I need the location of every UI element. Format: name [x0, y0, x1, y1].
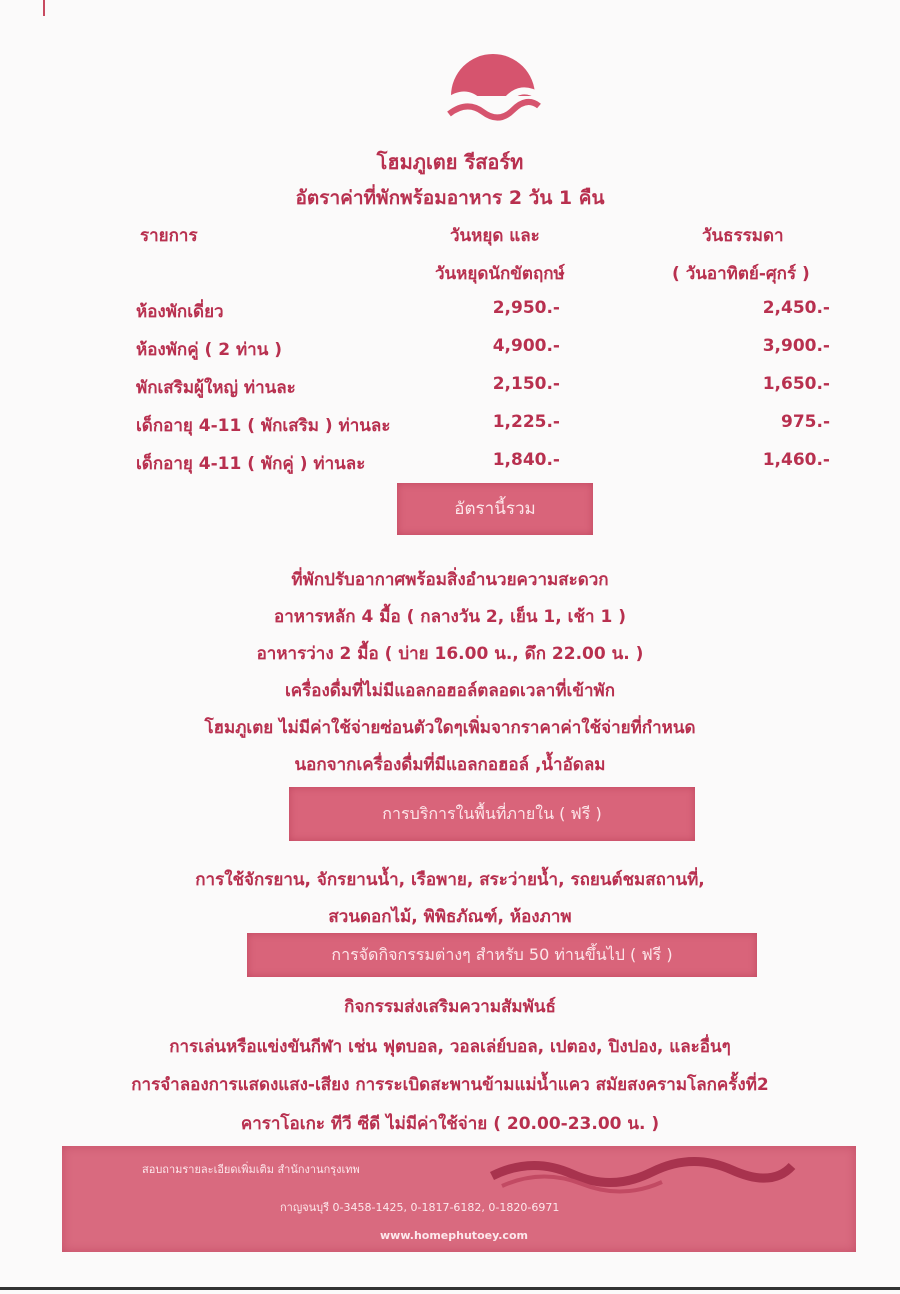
table-row	[0, 412, 900, 442]
column-header-holiday: วันหยุด และ	[450, 226, 540, 246]
included-line: อาหารว่าง 2 มื้อ ( บ่าย 16.00 น., ดึก 22.00 น. )	[256, 644, 644, 664]
row-weekday-price: 1,650.-	[762, 374, 830, 394]
row-holiday-price: 2,950.-	[492, 298, 560, 318]
footer-website[interactable]: www.homephutoey.com	[380, 1229, 528, 1242]
row-item: ห้องพักเดี่ยว	[136, 302, 224, 322]
row-holiday-price: 2,150.-	[492, 374, 560, 394]
activities-line: คาราโอเกะ ทีวี ซีดี ไม่มีค่าใช้จ่าย ( 20.00-23.00 น. )	[240, 1114, 660, 1134]
swoosh-decoration-icon	[482, 1148, 802, 1198]
included-line: เครื่องดื่มที่ไม่มีแอลกอฮอล์ตลอดเวลาที่เข้าพัก	[284, 681, 616, 701]
edge-mark	[43, 0, 45, 16]
column-header-weekday: วันธรรมดา	[702, 226, 784, 246]
services-banner: การบริการในพื้นที่ภายใน ( ฟรี )	[289, 787, 695, 841]
services-line: สวนดอกไม้, พิพิธภัณฑ์, ห้องภาพ	[328, 907, 572, 927]
row-weekday-price: 975.-	[781, 412, 830, 432]
row-holiday-price: 1,225.-	[492, 412, 560, 432]
activities-line: การจำลองการแสดงแสง-เสียง การระเบิดสะพานข้ามแม่น้ำแคว สมัยสงครามโลกครั้งที่2	[131, 1075, 769, 1095]
included-line: อาหารหลัก 4 มื้อ ( กลางวัน 2, เย็น 1, เช้า 1 )	[274, 607, 626, 627]
row-weekday-price: 1,460.-	[762, 450, 830, 470]
included-line: นอกจากเครื่องดื่มที่มีแอลกอฮอล์ ,น้ำอัดลม	[294, 755, 606, 775]
column-header-holiday-sub: วันหยุดนักขัตฤกษ์	[435, 264, 565, 284]
row-item: ห้องพักคู่ ( 2 ท่าน )	[136, 340, 283, 360]
rate-subtitle: อัตราค่าที่พักพร้อมอาหาร 2 วัน 1 คืน	[295, 187, 605, 209]
sun-wave-logo-icon	[443, 52, 543, 124]
included-line: ที่พักปรับอากาศพร้อมสิ่งอำนวยความสะดวก	[291, 570, 609, 590]
table-row	[0, 450, 900, 480]
activities-line: กิจกรรมส่งเสริมความสัมพันธ์	[344, 997, 556, 1017]
column-header-weekday-sub: ( วันอาทิตย์-ศุกร์ )	[672, 264, 810, 284]
row-weekday-price: 3,900.-	[762, 336, 830, 356]
included-line: โฮมภูเตย ไม่มีค่าใช้จ่ายซ่อนตัวใดๆเพิ่มจากราคาค่าใช้จ่ายที่กำหนด	[204, 718, 696, 738]
activities-banner: การจัดกิจกรรมต่างๆ สำหรับ 50 ท่านขึ้นไป ( ฟรี )	[247, 933, 757, 977]
table-row	[0, 336, 900, 366]
footer-booking: สอบถามรายละเอียดเพิ่มเติม สำนักงานกรุงเทพ	[142, 1163, 360, 1176]
row-item: เด็กอายุ 4-11 ( พักเสริม ) ท่านละ	[136, 416, 391, 436]
row-holiday-price: 1,840.-	[492, 450, 560, 470]
bottom-divider	[0, 1287, 900, 1290]
services-line: การใช้จักรยาน, จักรยานน้ำ, เรือพาย, สระว่ายน้ำ, รถยนต์ชมสถานที่,	[195, 870, 705, 890]
included-banner: อัตรานี้รวม	[397, 483, 593, 535]
contact-footer	[62, 1146, 856, 1252]
table-row	[0, 374, 900, 404]
resort-name: โฮมภูเตย รีสอร์ท	[376, 150, 524, 174]
footer-phones: กาญจนบุรี 0-3458-1425, 0-1817-6182, 0-1820-6971	[280, 1201, 560, 1214]
column-header-item: รายการ	[140, 226, 198, 246]
row-item: พักเสริมผู้ใหญ่ ท่านละ	[136, 378, 296, 398]
row-holiday-price: 4,900.-	[492, 336, 560, 356]
activities-line: การเล่นหรือแข่งขันกีฬา เช่น ฟุตบอล, วอลเล่ย์บอล, เปตอง, ปิงปอง, และอื่นๆ	[169, 1037, 731, 1057]
row-item: เด็กอายุ 4-11 ( พักคู่ ) ท่านละ	[136, 454, 366, 474]
table-row	[0, 298, 900, 328]
row-weekday-price: 2,450.-	[762, 298, 830, 318]
